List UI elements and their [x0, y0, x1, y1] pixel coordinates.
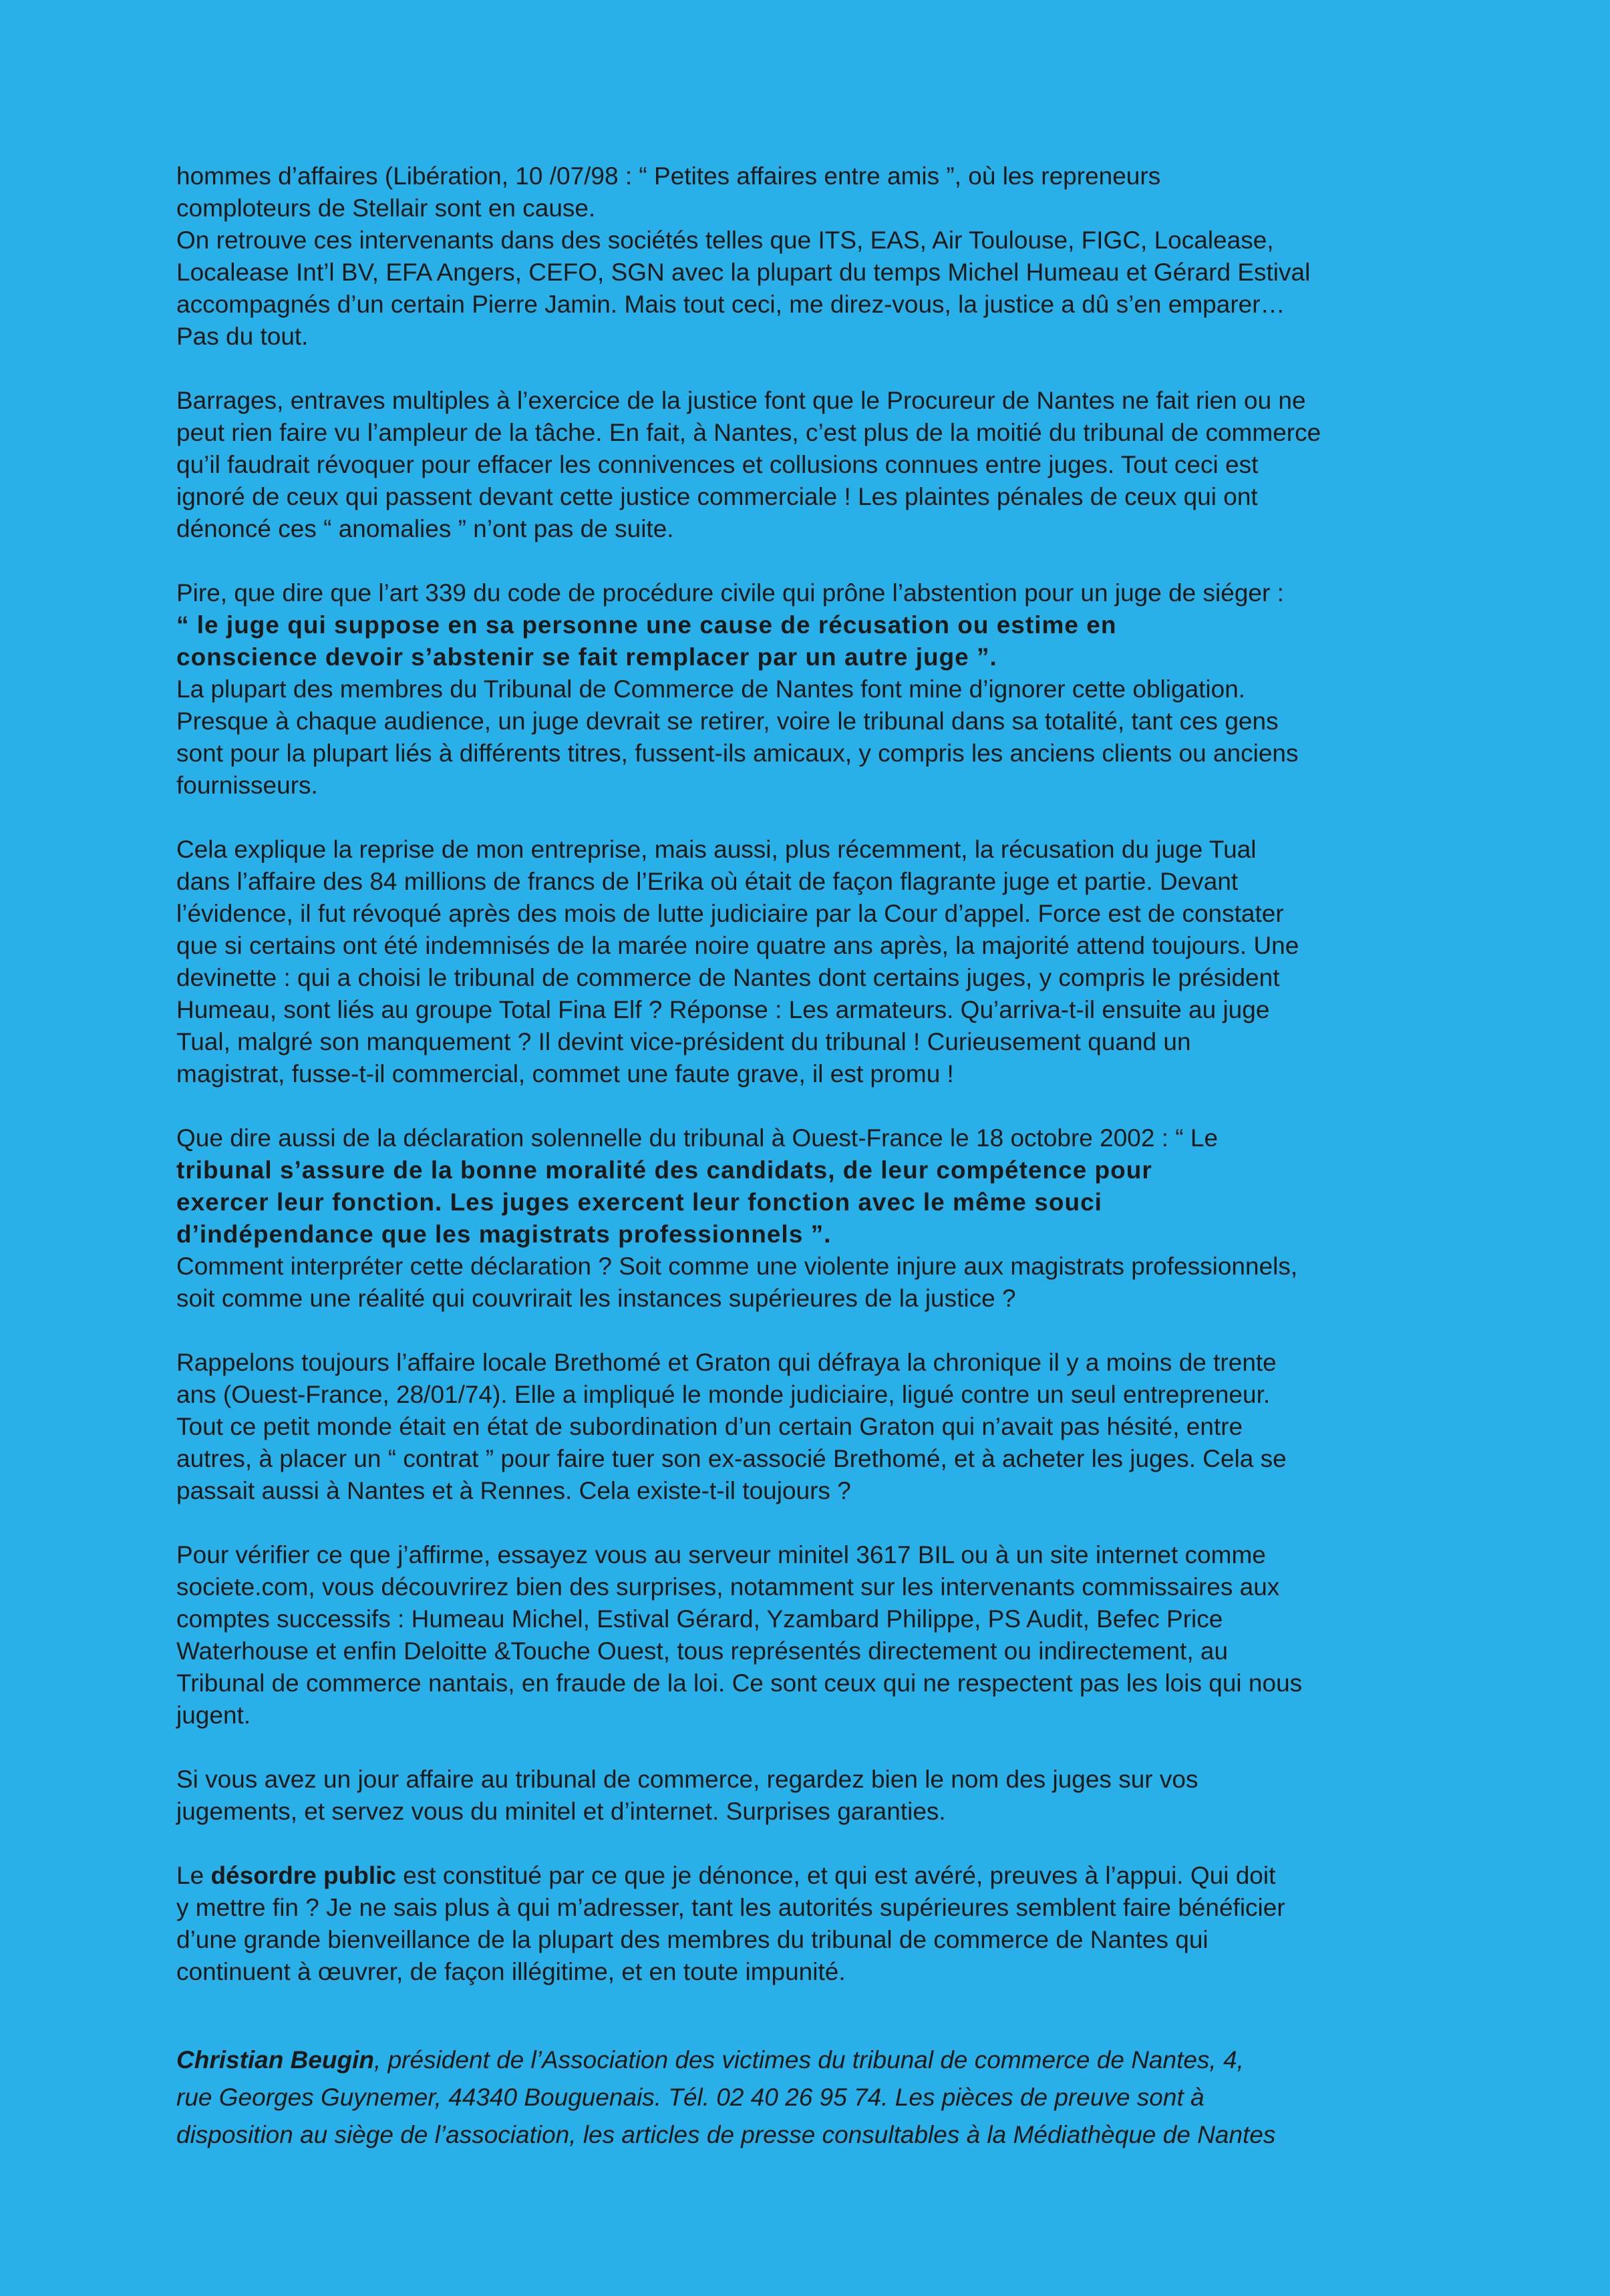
text-line: Tout ce petit monde était en état de subordination d’un certain Graton qui n’avait pas hésité, entre: [176, 1413, 1243, 1440]
bold-quote-line: tribunal s’assure de la bonne moralité des candidats, de leur compétence pour: [176, 1156, 1152, 1184]
text-line: Pour vérifier ce que j’affirme, essayez vous au serveur minitel 3617 BIL ou à un site internet comme: [176, 1541, 1266, 1569]
text-line: dénoncé ces “ anomalies ” n’ont pas de suite.: [176, 515, 674, 542]
signature-line: rue Georges Guynemer, 44340 Bouguenais. Tél. 02 40 26 95 74. Les pièces de preuve sont à: [176, 2084, 1204, 2111]
paragraph: [176, 1860, 1486, 1988]
paragraph: [176, 1539, 1486, 1732]
text-line: Tribunal de commerce nantais, en fraude de la loi. Ce sont ceux qui ne respectent pas les lois qui nous: [176, 1669, 1303, 1697]
text-line: continuent à œuvrer, de façon illégitime, et en toute impunité.: [176, 1958, 846, 1985]
paragraph: [176, 1347, 1486, 1507]
bold-quote-line: conscience devoir s’abstenir se fait remplacer par un autre juge ”.: [176, 643, 997, 671]
text-line: Localease Int’l BV, EFA Angers, CEFO, SGN avec la plupart du temps Michel Humeau et Gérard Estival: [176, 259, 1311, 286]
text-line: Presque à chaque audience, un juge devrait se retirer, voire le tribunal dans sa totalité, tant ces gens: [176, 707, 1279, 735]
text-line: d’une grande bienveillance de la plupart des membres du tribunal de commerce de Nantes qui: [176, 1926, 1209, 1953]
paragraph: [176, 834, 1486, 1090]
paragraph: [176, 1764, 1486, 1828]
text-line: Si vous avez un jour affaire au tribunal de commerce, regardez bien le nom des juges sur vos: [176, 1766, 1198, 1793]
text-line: passait aussi à Nantes et à Rennes. Cela existe-t-il toujours ?: [176, 1477, 851, 1504]
text-line: comptes successifs : Humeau Michel, Estival Gérard, Yzambard Philippe, PS Audit, Befec Price: [176, 1605, 1223, 1633]
bold-quote-line: exercer leur fonction. Les juges exercent leur fonction avec le même souci: [176, 1188, 1102, 1216]
text-line: comploteurs de Stellair sont en cause.: [176, 194, 596, 222]
text-line: societe.com, vous découvrirez bien des surprises, notamment sur les intervenants commissaires aux: [176, 1573, 1280, 1601]
paragraph: [176, 160, 1486, 353]
text-line: hommes d’affaires (Libération, 10 /07/98 : “ Petites affaires entre amis ”, où les repreneurs: [176, 162, 1161, 190]
signature-line: [176, 2041, 1486, 2079]
text-line: devinette : qui a choisi le tribunal de commerce de Nantes dont certains juges, y compris le président: [176, 964, 1280, 991]
text-line: Pire, que dire que l’art 339 du code de procédure civile qui prône l’abstention pour un juge de siéger :: [176, 579, 1284, 607]
document-page: [176, 160, 1486, 2154]
text-line: magistrat, fusse-t-il commercial, commet une faute grave, il est promu !: [176, 1060, 954, 1088]
bold-quote-line: “ le juge qui suppose en sa personne une cause de récusation ou estime en: [176, 611, 1117, 639]
text-line: Waterhouse et enfin Deloitte &Touche Ouest, tous représentés directement ou indirectement, au: [176, 1637, 1229, 1665]
signature-block: [176, 2041, 1486, 2154]
text-line: Que dire aussi de la déclaration solennelle du tribunal à Ouest-France le 18 octobre 2002 : “ Le: [176, 1124, 1219, 1152]
text-line: y mettre fin ? Je ne sais plus à qui m’adresser, tant les autorités supérieures semblent faire bénéficier: [176, 1894, 1285, 1921]
text-line: ignoré de ceux qui passent devant cette justice commerciale ! Les plaintes pénales de ceux qui ont: [176, 483, 1258, 510]
text-line: accompagnés d’un certain Pierre Jamin. Mais tout ceci, me direz-vous, la justice a dû s’en emparer…: [176, 291, 1285, 318]
text-line: La plupart des membres du Tribunal de Commerce de Nantes font mine d’ignorer cette obligation.: [176, 675, 1246, 703]
text-line: Barrages, entraves multiples à l’exercice de la justice font que le Procureur de Nantes ne fait rien ou ne: [176, 387, 1306, 414]
text-line: dans l’affaire des 84 millions de francs de l’Erika où était de façon flagrante juge et partie. Devant: [176, 868, 1239, 895]
text-line: Humeau, sont liés au groupe Total Fina Elf ? Réponse : Les armateurs. Qu’arriva-t-il ensuite au juge: [176, 996, 1270, 1023]
text-line: Le désordre public est constitué par ce que je dénonce, et qui est avéré, preuves à l’appui. Qui doit: [176, 1862, 1276, 1889]
text-line: peut rien faire vu l’ampleur de la tâche. En fait, à Nantes, c’est plus de la moitié du tribunal de commerce: [176, 419, 1321, 446]
emphasis-text: désordre public: [210, 1862, 396, 1889]
paragraph: [176, 385, 1486, 545]
text-line: que si certains ont été indemnisés de la marée noire quatre ans après, la majorité attend toujours. Une: [176, 932, 1299, 959]
text-line: Cela explique la reprise de mon entreprise, mais aussi, plus récemment, la récusation du juge Tual: [176, 836, 1257, 863]
text-line: qu’il faudrait révoquer pour effacer les connivences et collusions connues entre juges. Tout ceci est: [176, 451, 1259, 478]
text-line: fournisseurs.: [176, 772, 318, 799]
text-line: ans (Ouest-France, 28/01/74). Elle a impliqué le monde judiciaire, ligué contre un seul entrepreneur.: [176, 1381, 1271, 1408]
text-line: Rappelons toujours l’affaire locale Brethomé et Graton qui défraya la chronique il y a moins de trente: [176, 1349, 1277, 1376]
author-affiliation: , président de l’Association des victimes du tribunal de commerce de Nantes, 4,: [374, 2046, 1244, 2074]
text-line: jugent.: [176, 1701, 251, 1729]
text-line: l’évidence, il fut révoqué après des mois de lutte judiciaire par la Cour d’appel. Force est de constater: [176, 900, 1284, 927]
author-name: Christian Beugin: [176, 2046, 375, 2074]
text-line: sont pour la plupart liés à différents titres, fussent-ils amicaux, y compris les anciens clients ou anciens: [176, 740, 1299, 767]
paragraph: [176, 1122, 1486, 1315]
text-line: soit comme une réalité qui couvrirait les instances supérieures de la justice ?: [176, 1285, 1016, 1312]
bold-quote-line: d’indépendance que les magistrats professionnels ”.: [176, 1220, 832, 1248]
paragraph: [176, 577, 1486, 802]
text-line: Tual, malgré son manquement ? Il devint vice-président du tribunal ! Curieusement quand un: [176, 1028, 1191, 1055]
signature-line: disposition au siège de l’association, les articles de presse consultables à la Médiathèque de Nantes: [176, 2121, 1276, 2148]
text-line: Comment interpréter cette déclaration ? Soit comme une violente injure aux magistrats professionnels,: [176, 1253, 1298, 1280]
text-line: On retrouve ces intervenants dans des sociétés telles que ITS, EAS, Air Toulouse, FIGC, Localease,: [176, 226, 1274, 254]
text-line: jugements, et servez vous du minitel et d’internet. Surprises garanties.: [176, 1798, 946, 1825]
text-line: Pas du tout.: [176, 323, 309, 350]
text-line: autres, à placer un “ contrat ” pour faire tuer son ex-associé Brethomé, et à acheter les juges. Cela se: [176, 1445, 1287, 1472]
